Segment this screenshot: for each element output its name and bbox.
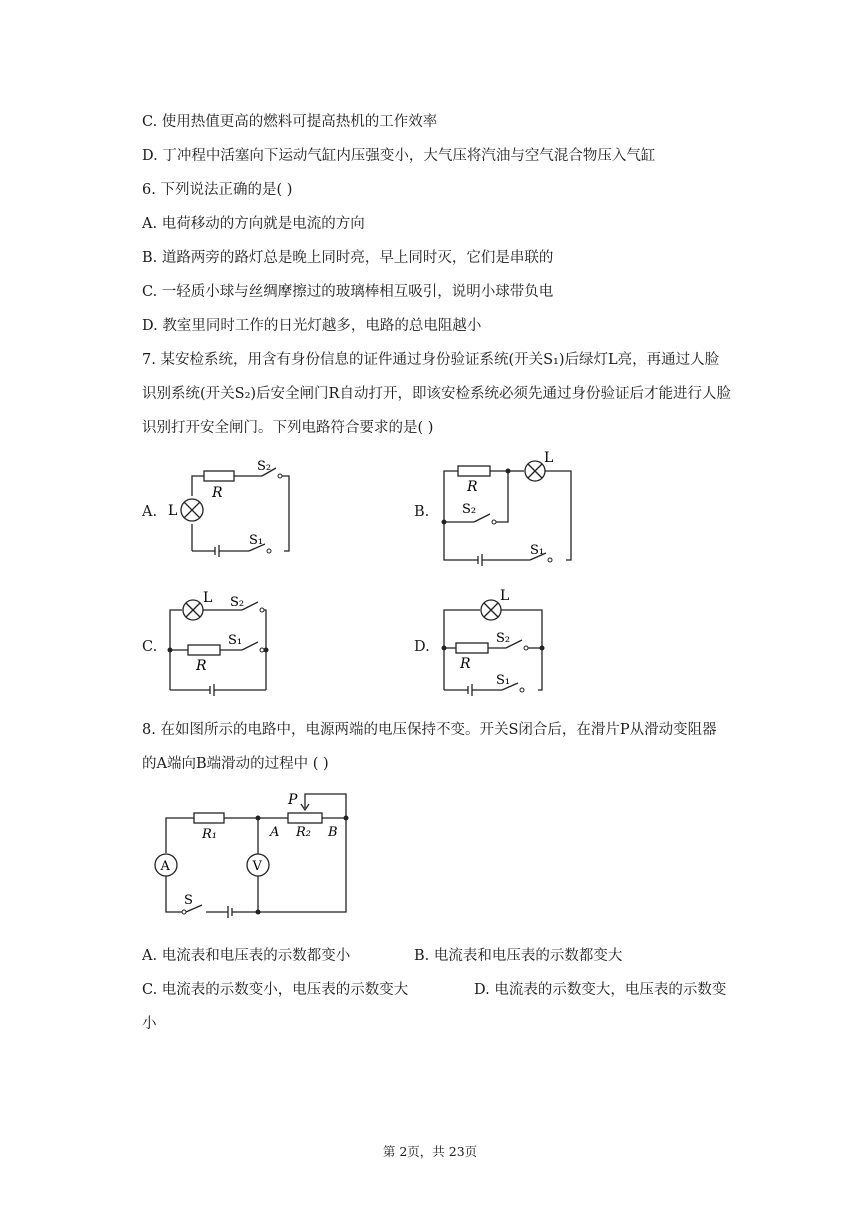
q8-option-a: A. 电流表和电压表的示数都变小 — [142, 948, 351, 964]
q7-stem-line3: 识别打开安全闸门。下列电路符合要求的是( ) — [142, 420, 434, 436]
q8-symbol-s: S — [184, 893, 193, 908]
q7d-symbol-s1: S₁ — [496, 673, 511, 688]
q7c-symbol-s1: S₁ — [228, 633, 243, 648]
q7d-symbol-s2: S₂ — [496, 631, 511, 646]
q6-stem: 6. 下列说法正确的是( ) — [142, 182, 293, 198]
q7-stem-line2: 识别系统(开关S₂)后安全闸门R自动打开，即该安检系统必须先通过身份验证后才能进行人脸 — [142, 386, 731, 402]
q7-label-b: B. — [414, 504, 430, 520]
q8-symbol-r2: R₂ — [296, 825, 311, 840]
q7-circuit-c — [160, 586, 310, 698]
q8-option-c: C. 电流表的示数变小，电压表的示数变大 — [142, 982, 409, 998]
q7b-symbol-s1: S₁ — [530, 543, 545, 558]
q8-option-b: B. 电流表和电压表的示数都变大 — [414, 948, 623, 964]
q8-stem-line1: 8. 在如图所示的电路中，电源两端的电压保持不变。开关S闭合后，在滑片P从滑动变阻器 — [142, 722, 717, 738]
q7c-symbol-l: L — [203, 590, 213, 606]
q7c-symbol-s2: S₂ — [230, 595, 245, 610]
q7-label-a: A. — [142, 504, 158, 520]
q8-stem-line2: 的A端向B端滑动的过程中 ( ) — [142, 756, 329, 772]
q5-option-d: D. 丁冲程中活塞向下运动气缸内压强变小，大气压将汽油与空气混合物压入气缸 — [142, 148, 656, 164]
q8-option-d-continued: 小 — [142, 1016, 157, 1032]
q7-circuit-d — [434, 586, 584, 698]
q7a-symbol-s1: S₁ — [249, 533, 264, 548]
q8-circuit — [148, 788, 358, 928]
q7-label-c: C. — [142, 639, 158, 655]
q5-option-c: C. 使用热值更高的燃料可提高热机的工作效率 — [142, 114, 438, 130]
q7a-symbol-s2: S₂ — [257, 459, 272, 474]
q7b-symbol-s2: S₂ — [462, 502, 477, 517]
page-footer: 第 2页，共 23页 — [382, 1144, 478, 1159]
q7d-symbol-l: L — [500, 588, 510, 604]
q7d-symbol-r: R — [460, 656, 471, 672]
q8-voltmeter-label: V — [252, 859, 262, 874]
q6-option-c: C. 一轻质小球与丝绸摩擦过的玻璃棒相互吸引，说明小球带负电 — [142, 284, 554, 300]
q8-symbol-a-end: A — [270, 825, 280, 840]
q8-symbol-b-end: B — [328, 825, 338, 840]
q7b-symbol-r: R — [467, 479, 478, 495]
q7c-symbol-r: R — [196, 658, 207, 674]
q6-option-b: B. 道路两旁的路灯总是晚上同时亮，早上同时灭，它们是串联的 — [142, 250, 554, 266]
q7a-symbol-r: R — [212, 485, 223, 501]
q7-label-d: D. — [414, 639, 430, 655]
q7b-symbol-l: L — [544, 450, 554, 466]
q7-stem-line1: 7. 某安检系统，用含有身份信息的证件通过身份验证系统(开关S₁)后绿灯L亮，再通过人脸 — [142, 352, 720, 368]
q8-ammeter-label: A — [160, 859, 170, 874]
q6-option-a: A. 电荷移动的方向就是电流的方向 — [142, 216, 365, 232]
q7-circuit-a — [162, 456, 302, 566]
q8-symbol-r1: R₁ — [202, 827, 217, 842]
q7-circuit-b — [434, 446, 584, 568]
q6-option-d: D. 教室里同时工作的日光灯越多，电路的总电阻越小 — [142, 318, 482, 334]
q7a-symbol-l: L — [168, 503, 178, 519]
q8-symbol-p: P — [288, 792, 298, 808]
q8-option-d: D. 电流表的示数变大，电压表的示数变 — [474, 982, 727, 998]
